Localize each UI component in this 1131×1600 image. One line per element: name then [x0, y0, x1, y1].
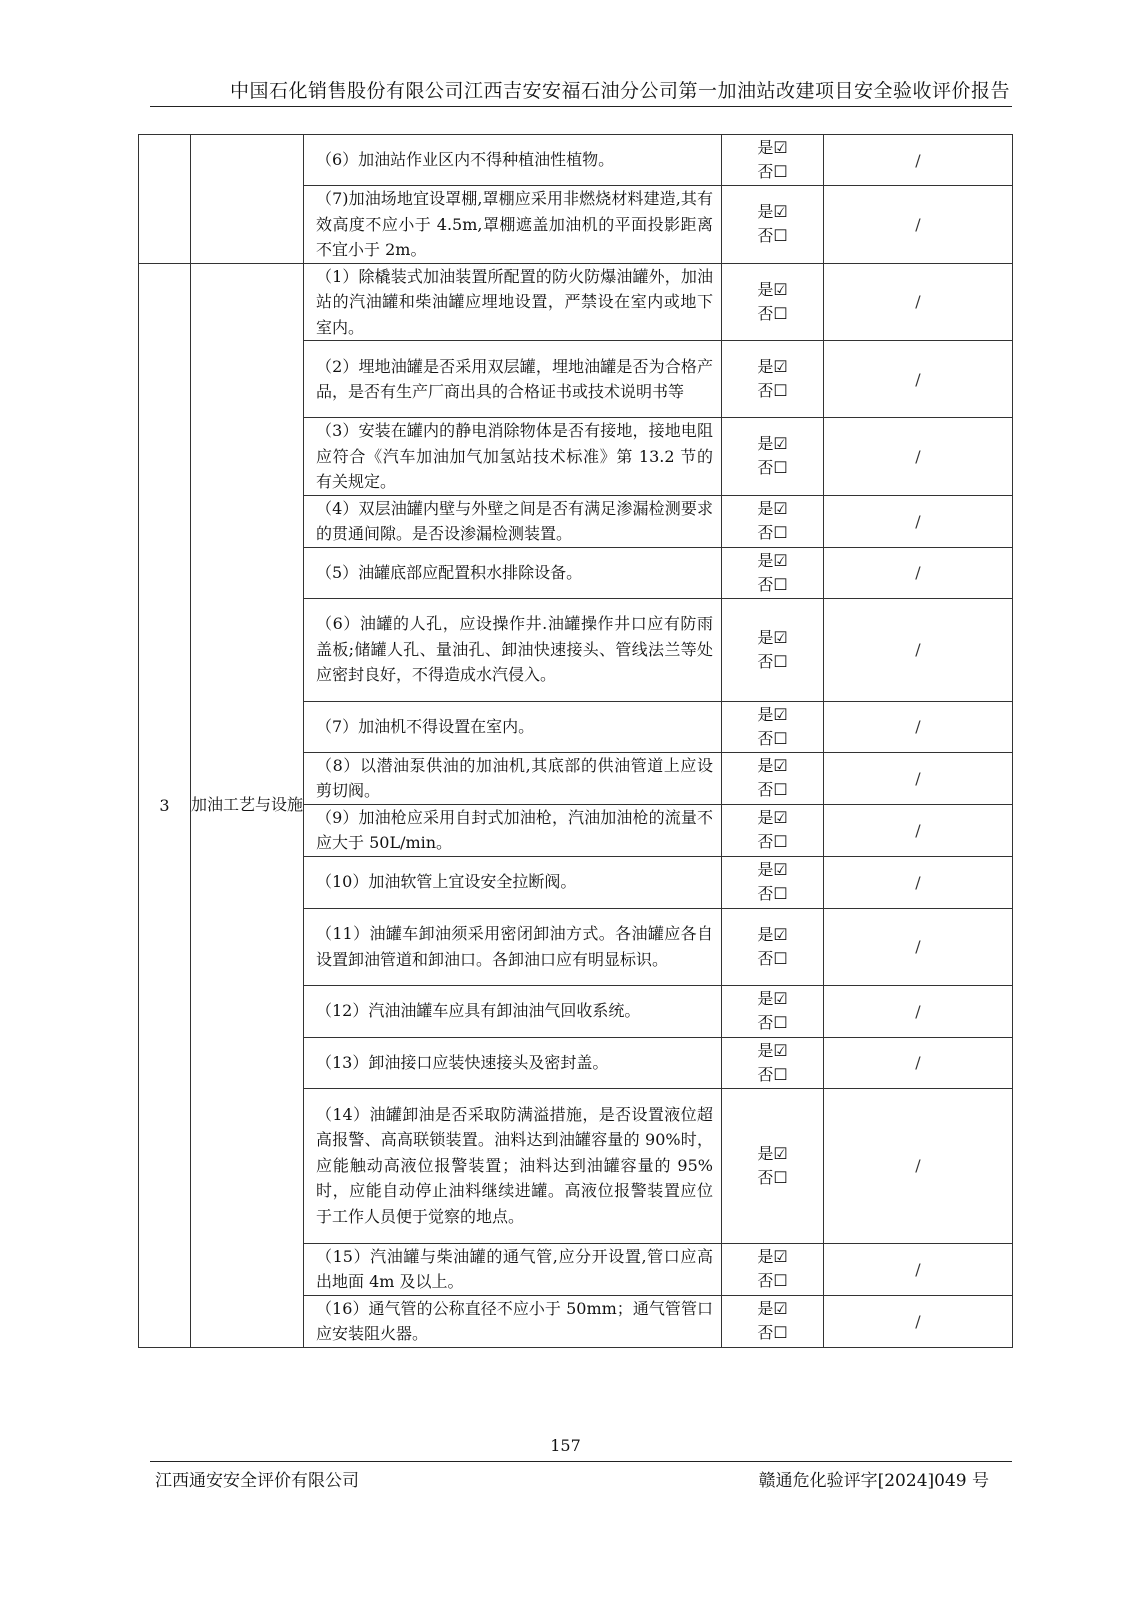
seq-cell-empty: [139, 135, 191, 264]
note-cell: /: [824, 701, 1013, 752]
requirement-text: （7）加油机不得设置在室内。: [304, 701, 722, 752]
requirement-text: （4）双层油罐内壁与外壁之间是否有满足渗漏检测要求的贯通间隙。是否设渗漏检测装置。: [304, 495, 722, 547]
yes-checkbox: 是☑: [757, 279, 788, 299]
yes-checkbox: 是☑: [757, 808, 788, 827]
no-checkbox: 否☐: [757, 1167, 788, 1187]
result-cell: [722, 1088, 824, 1243]
requirement-text: （15）汽油罐与柴油罐的通气管,应分开设置,管口应高出地面 4m 及以上。: [304, 1243, 722, 1295]
category-cell-empty: [191, 135, 304, 264]
no-checkbox: 否☐: [757, 651, 788, 671]
note-cell: /: [824, 752, 1013, 804]
requirement-text: （1）除橇装式加油装置所配置的防火防爆油罐外，加油站的汽油罐和柴油罐应埋地设置，严禁设在室内或地下室内。: [304, 263, 722, 341]
category-label: 加油工艺与设施: [191, 263, 304, 1347]
result-cell: [722, 985, 824, 1037]
requirement-text: （8）以潜油泵供油的加油机,其底部的供油管道上应设剪切阀。: [304, 752, 722, 804]
note-cell: /: [824, 418, 1013, 496]
requirement-text: （6）加油站作业区内不得种植油性植物。: [304, 135, 722, 186]
note-cell: /: [824, 1295, 1013, 1347]
yes-checkbox: 是☑: [757, 989, 788, 1008]
requirement-text: （9）加油枪应采用自封式加油枪，汽油加油枪的流量不应大于 50L/min。: [304, 804, 722, 856]
footer-company: 江西通安安全评价有限公司: [155, 1471, 359, 1491]
yes-checkbox: 是☑: [757, 627, 788, 647]
no-checkbox: 否☐: [757, 1271, 788, 1290]
result-cell: [722, 908, 824, 985]
note-cell: /: [824, 263, 1013, 341]
requirement-text: （12）汽油油罐车应具有卸油油气回收系统。: [304, 985, 722, 1037]
requirement-text: （6）油罐的人孔，应设操作井.油罐操作井口应有防雨盖板;储罐人孔、量油孔、卸油快速接头、管线法兰等处应密封良好，不得造成水汽侵入。: [304, 598, 722, 701]
footer-divider: [150, 1461, 1012, 1462]
result-cell: [722, 186, 824, 264]
note-cell: /: [824, 856, 1013, 908]
yes-checkbox: 是☑: [757, 1040, 788, 1060]
result-cell: [722, 495, 824, 547]
result-cell: [722, 263, 824, 341]
note-cell: /: [824, 1243, 1013, 1295]
requirement-text: （13）卸油接口应装快速接头及密封盖。: [304, 1037, 722, 1088]
no-checkbox: 否☐: [757, 728, 788, 748]
no-checkbox: 否☐: [757, 832, 788, 851]
yes-checkbox: 是☑: [757, 357, 788, 376]
no-checkbox: 否☐: [757, 1013, 788, 1032]
requirement-text: （2）埋地油罐是否采用双层罐，埋地油罐是否为合格产品，是否有生产厂商出具的合格证书或技术说明书等: [304, 341, 722, 418]
result-cell: [722, 547, 824, 598]
safety-checklist-table: [138, 134, 1013, 1348]
note-cell: /: [824, 495, 1013, 547]
note-cell: /: [824, 547, 1013, 598]
yes-checkbox: 是☑: [757, 202, 788, 222]
note-cell: /: [824, 1037, 1013, 1088]
page-number: 157: [550, 1436, 581, 1455]
requirement-text: （3）安装在罐内的静电消除物体是否有接地，接地电阻应符合《汽车加油加气加氢站技术标准》第 13.2 节的有关规定。: [304, 418, 722, 496]
result-cell: [722, 341, 824, 418]
yes-checkbox: 是☑: [757, 924, 788, 944]
result-cell: [722, 752, 824, 804]
yes-checkbox: 是☑: [757, 1247, 788, 1266]
result-cell: [722, 701, 824, 752]
requirement-text: （11）油罐车卸油须采用密闭卸油方式。各油罐应各自设置卸油管道和卸油口。各卸油口应有明显标识。: [304, 908, 722, 985]
no-checkbox: 否☐: [757, 884, 788, 903]
note-cell: /: [824, 1088, 1013, 1243]
result-cell: [722, 1243, 824, 1295]
no-checkbox: 否☐: [757, 1064, 788, 1084]
requirement-text: （10）加油软管上宜设安全拉断阀。: [304, 856, 722, 908]
note-cell: /: [824, 341, 1013, 418]
yes-checkbox: 是☑: [757, 860, 788, 879]
result-cell: [722, 598, 824, 701]
result-cell: [722, 135, 824, 186]
table-row: [139, 135, 1013, 186]
table-row: [139, 263, 1013, 341]
yes-checkbox: 是☑: [757, 1143, 788, 1163]
result-cell: [722, 856, 824, 908]
page-header-title: 中国石化销售股份有限公司江西吉安安福石油分公司第一加油站改建项目安全验收评价报告: [229, 80, 1010, 102]
result-cell: [722, 1295, 824, 1347]
no-checkbox: 否☐: [757, 381, 788, 400]
yes-checkbox: 是☑: [757, 550, 788, 570]
no-checkbox: 否☐: [757, 948, 788, 968]
requirement-text: （16）通气管的公称直径不应小于 50mm；通气管管口应安装阻火器。: [304, 1295, 722, 1347]
note-cell: /: [824, 985, 1013, 1037]
no-checkbox: 否☐: [757, 574, 788, 594]
no-checkbox: 否☐: [757, 303, 788, 323]
result-cell: [722, 418, 824, 496]
no-checkbox: 否☐: [757, 523, 788, 542]
requirement-text: （7)加油场地宜设罩棚,罩棚应采用非燃烧材料建造,其有效高度不应小于 4.5m,罩棚遮盖加油机的平面投影距离不宜小于 2m。: [304, 186, 722, 264]
yes-checkbox: 是☑: [757, 704, 788, 724]
yes-checkbox: 是☑: [757, 1299, 788, 1318]
yes-checkbox: 是☑: [757, 756, 788, 775]
yes-checkbox: 是☑: [757, 434, 788, 454]
header-divider: [150, 106, 1012, 107]
yes-checkbox: 是☑: [757, 499, 788, 518]
yes-checkbox: 是☑: [757, 138, 788, 157]
no-checkbox: 否☐: [757, 458, 788, 478]
note-cell: /: [824, 598, 1013, 701]
footer-doc-number: 赣通危化验评字[2024]049 号: [758, 1471, 989, 1491]
no-checkbox: 否☐: [757, 162, 788, 181]
note-cell: /: [824, 186, 1013, 264]
result-cell: [722, 804, 824, 856]
no-checkbox: 否☐: [757, 1323, 788, 1342]
requirement-text: （5）油罐底部应配置积水排除设备。: [304, 547, 722, 598]
seq-number: 3: [139, 263, 191, 1347]
note-cell: /: [824, 135, 1013, 186]
result-cell: [722, 1037, 824, 1088]
requirement-text: （14）油罐卸油是否采取防满溢措施，是否设置液位超高报警、高高联锁装置。油料达到油罐容量的 90%时，应能触动高液位报警装置；油料达到油罐容量的 95%时，应能自动停止油料继续进罐。高液位报警装置应位于工作人员便于觉察的地点。: [304, 1088, 722, 1243]
note-cell: /: [824, 908, 1013, 985]
no-checkbox: 否☐: [757, 780, 788, 799]
note-cell: /: [824, 804, 1013, 856]
no-checkbox: 否☐: [757, 226, 788, 246]
